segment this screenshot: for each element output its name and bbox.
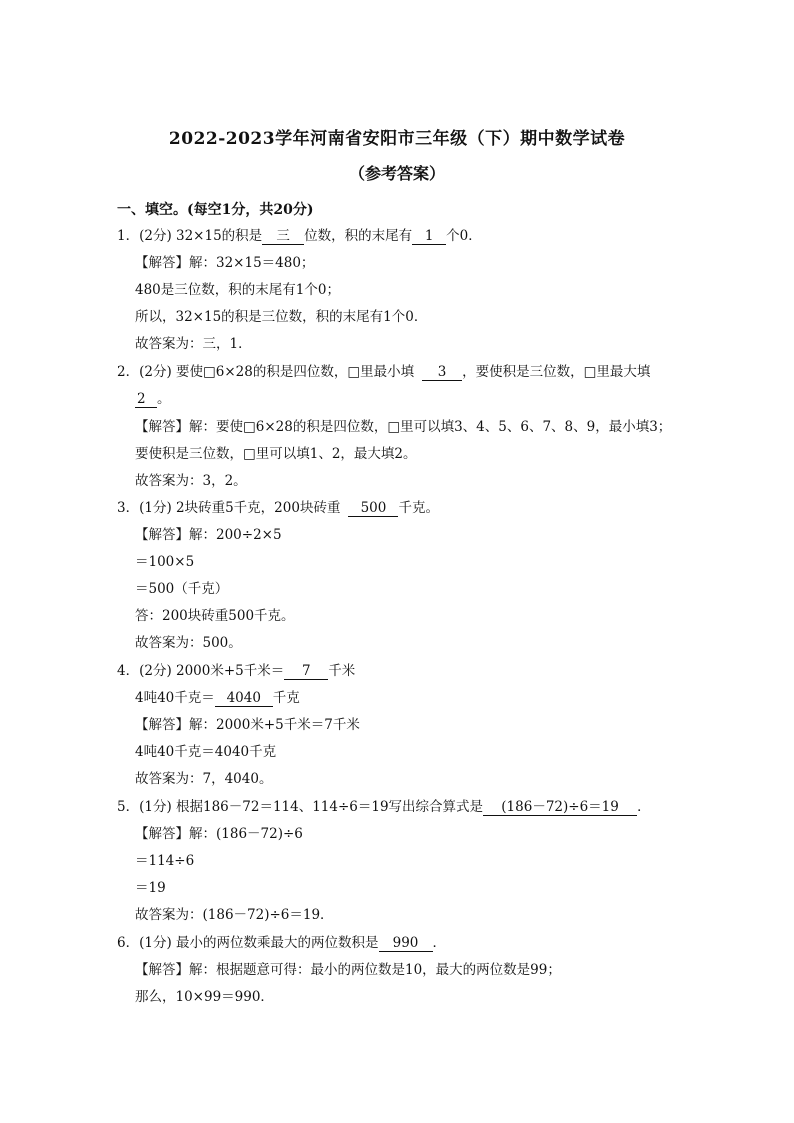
question-5 bbox=[117, 798, 651, 816]
question-text: 。 bbox=[157, 391, 171, 407]
question-text: ，要使积是三位数，□里最大填 bbox=[462, 364, 651, 380]
question-text: ． bbox=[432, 935, 447, 951]
solution-line: 故答案为：7，4040。 bbox=[135, 771, 273, 787]
solution-line: 故答案为：500。 bbox=[135, 635, 242, 651]
solution-line: 【解答】解：200÷2×5 bbox=[135, 527, 282, 543]
question-text: 个0． bbox=[446, 228, 482, 244]
answer-blank: 990 bbox=[379, 936, 433, 952]
solution-line: 【解答】解：(186－72)÷6 bbox=[135, 826, 303, 842]
section-heading: 一、填空。(每空1分，共20分) bbox=[117, 202, 314, 218]
solution-line: 所以，32×15的积是三位数，积的末尾有1个0． bbox=[135, 309, 428, 325]
answer-blank: 3 bbox=[422, 365, 462, 381]
question-text: 5．(1分) 根据186－72＝114、114÷6＝19写出综合算式是 bbox=[117, 799, 484, 815]
answer-blank: 2 bbox=[135, 392, 157, 408]
solution-line: 故答案为：3，2。 bbox=[135, 473, 247, 489]
question-text: 6．(1分) 最小的两位数乘最大的两位数积是 bbox=[117, 935, 379, 951]
question-text: 1．(2分) 32×15的积是 bbox=[117, 228, 263, 244]
page-title: 2022-2023学年河南省安阳市三年级（下）期中数学试卷 bbox=[168, 129, 626, 149]
solution-line: ＝100×5 bbox=[135, 554, 195, 570]
solution-line: 故答案为：(186－72)÷6＝19． bbox=[135, 907, 334, 923]
answer-blank: 1 bbox=[412, 229, 446, 245]
solution-line: ＝19 bbox=[135, 880, 166, 896]
solution-line: 答：200块砖重500千克。 bbox=[135, 608, 295, 624]
question-3 bbox=[117, 499, 439, 517]
question-1 bbox=[117, 227, 482, 245]
solution-line: ＝114÷6 bbox=[135, 853, 195, 869]
solution-line: 那么，10×99＝990． bbox=[135, 989, 274, 1005]
question-text: ． bbox=[637, 799, 651, 815]
answer-blank: 三 bbox=[262, 229, 304, 245]
page-subtitle: （参考答案） bbox=[348, 164, 445, 183]
question-4 bbox=[117, 662, 355, 680]
question-6 bbox=[117, 934, 446, 952]
question-4-part-2 bbox=[135, 689, 300, 707]
solution-line: 480是三位数，积的末尾有1个0； bbox=[135, 282, 340, 298]
question-text: 4．(2分) 2000米+5千米＝ bbox=[117, 663, 285, 679]
question-text: 位数，积的末尾有 bbox=[304, 228, 413, 244]
answer-blank: 500 bbox=[348, 501, 398, 517]
solution-line: 故答案为：三，1． bbox=[135, 336, 252, 352]
question-text: 2．(2分) 要使□6×28的积是四位数，□里最小填 bbox=[117, 364, 415, 380]
solution-line: 【解答】解：根据题意可得：最小的两位数是10，最大的两位数是99； bbox=[135, 962, 561, 978]
solution-line: 【解答】解：要使□6×28的积是四位数，□里可以填3、4、5、6、7、8、9，最小填3； bbox=[135, 419, 672, 435]
question-text: 3．(1分) 2块砖重5千克，200块砖重 bbox=[117, 500, 341, 516]
solution-line: 【解答】解：32×15＝480； bbox=[135, 255, 315, 271]
answer-blank: 4040 bbox=[215, 691, 273, 707]
answer-blank: (186－72)÷6＝19 bbox=[483, 800, 637, 816]
question-2 bbox=[117, 363, 650, 381]
answer-blank: 7 bbox=[284, 664, 328, 680]
solution-line: 4吨40千克＝4040千克 bbox=[135, 744, 277, 760]
question-2-continued bbox=[135, 390, 171, 408]
solution-line: 要使积是三位数，□里可以填1、2，最大填2。 bbox=[135, 446, 417, 462]
question-text: 4吨40千克＝ bbox=[135, 690, 215, 706]
question-text: 千米 bbox=[328, 663, 356, 679]
question-text: 千克。 bbox=[398, 500, 439, 516]
question-text: 千克 bbox=[272, 690, 300, 706]
solution-line: ＝500（千克） bbox=[135, 581, 229, 597]
solution-line: 【解答】解：2000米+5千米＝7千米 bbox=[135, 717, 360, 733]
